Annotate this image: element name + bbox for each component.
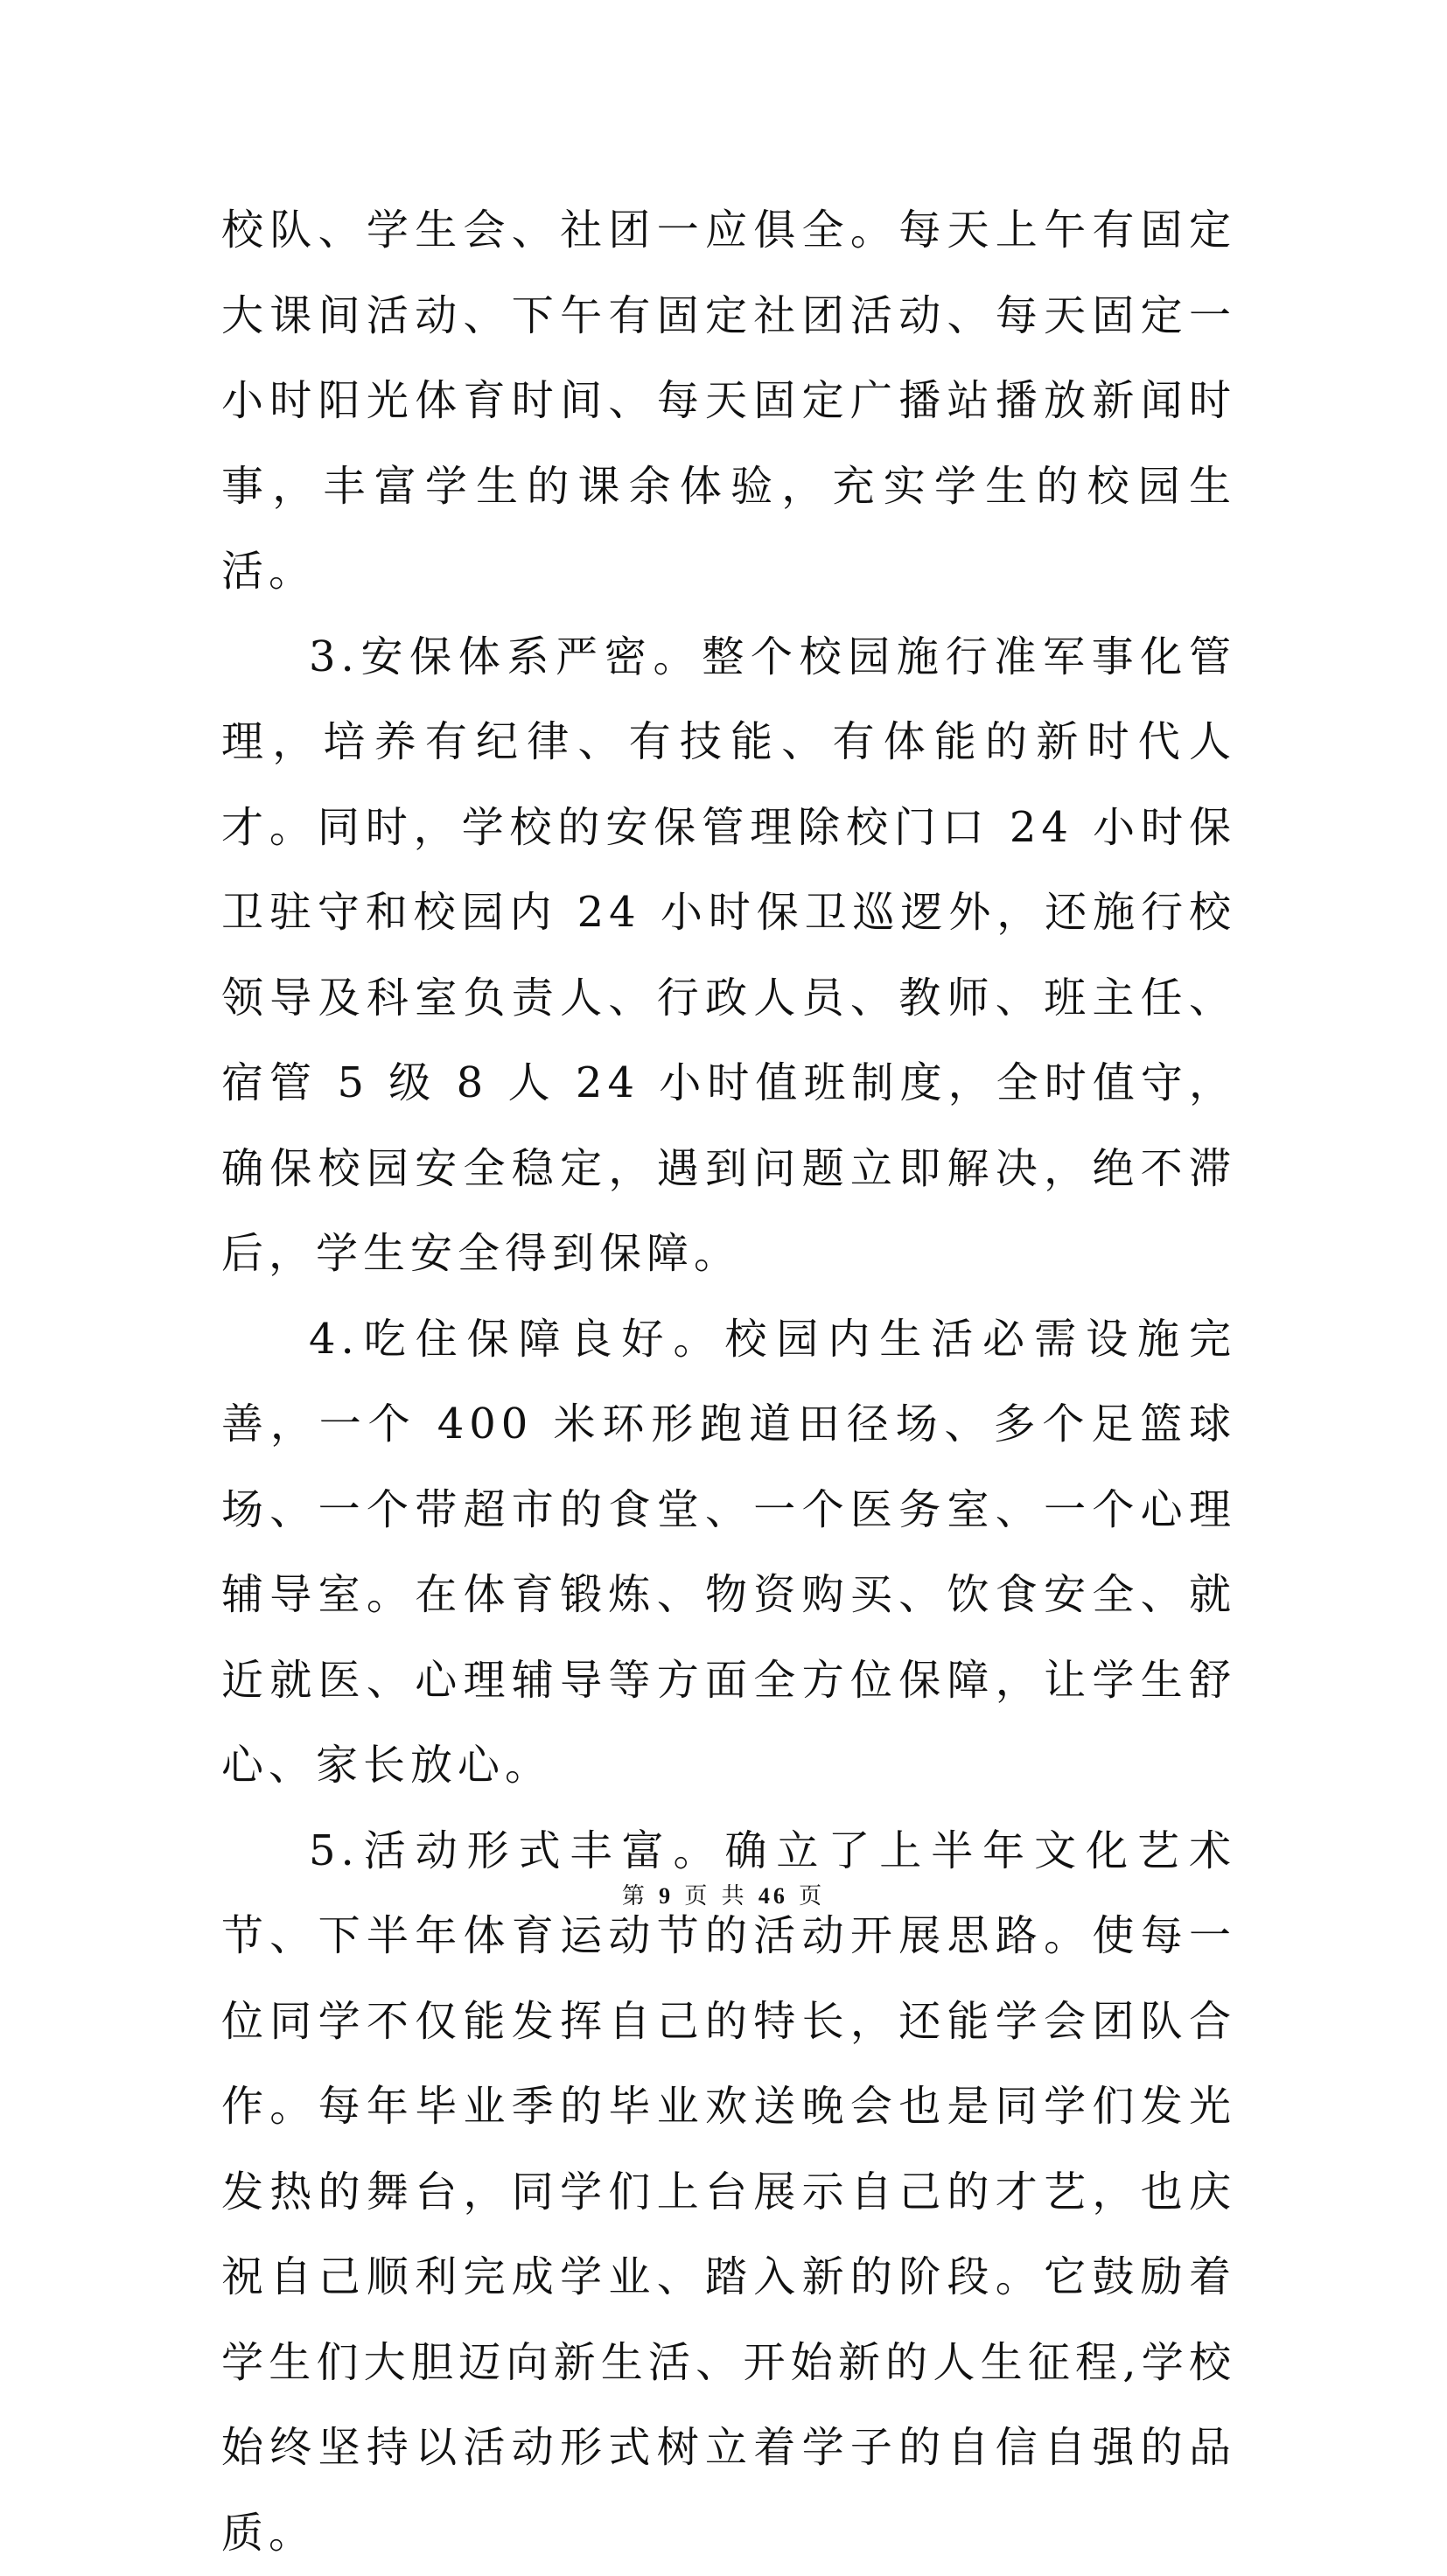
paragraph-3: 4.吃住保障良好。校园内生活必需设施完善，一个 400 米环形跑道田径场、多个足篮球场、一个带超市的食堂、一个医务室、一个心理辅导室。在体育锻炼、物资购买、饮食安全、就近就医、心理辅导等方面全方位保障，让学生舒心、家长放心。 (221, 1297, 1236, 1809)
page-footer (0, 1878, 1447, 1910)
total-page-count: 46 (758, 1883, 788, 1909)
footer-middle: 页 共 (684, 1883, 747, 1909)
footer-suffix: 页 (799, 1883, 825, 1909)
document-body (221, 188, 1236, 2576)
paragraph-1: 校队、学生会、社团一应俱全。每天上午有固定大课间活动、下午有固定社团活动、每天固定一小时阳光体育时间、每天固定广播站播放新闻时事，丰富学生的课余体验，充实学生的校园生活。 (221, 188, 1236, 615)
paragraph-4: 5.活动形式丰富。确立了上半年文化艺术节、下半年体育运动节的活动开展思路。使每一位同学不仅能发挥自己的特长，还能学会团队合作。每年毕业季的毕业欢送晚会也是同学们发光发热的舞台，同学们上台展示自己的才艺，也庆祝自己顺利完成学业、踏入新的阶段。它鼓励着学生们大胆迈向新生活、开始新的人生征程,学校始终坚持以活动形式树立着学子的自信自强的品质。 (221, 1809, 1236, 2576)
current-page-number: 9 (659, 1883, 674, 1909)
paragraph-2: 3.安保体系严密。整个校园施行准军事化管理，培养有纪律、有技能、有体能的新时代人才。同时，学校的安保管理除校门口 24 小时保卫驻守和校园内 24 小时保卫巡逻外，还施行校领导及科室负责人、行政人员、教师、班主任、宿管 5 级 8 人 24 小时值班制度，全时值守，确保校园安全稳定，遇到问题立即解决，绝不滞后，学生安全得到保障。 (221, 615, 1236, 1297)
footer-prefix: 第 (622, 1883, 648, 1909)
